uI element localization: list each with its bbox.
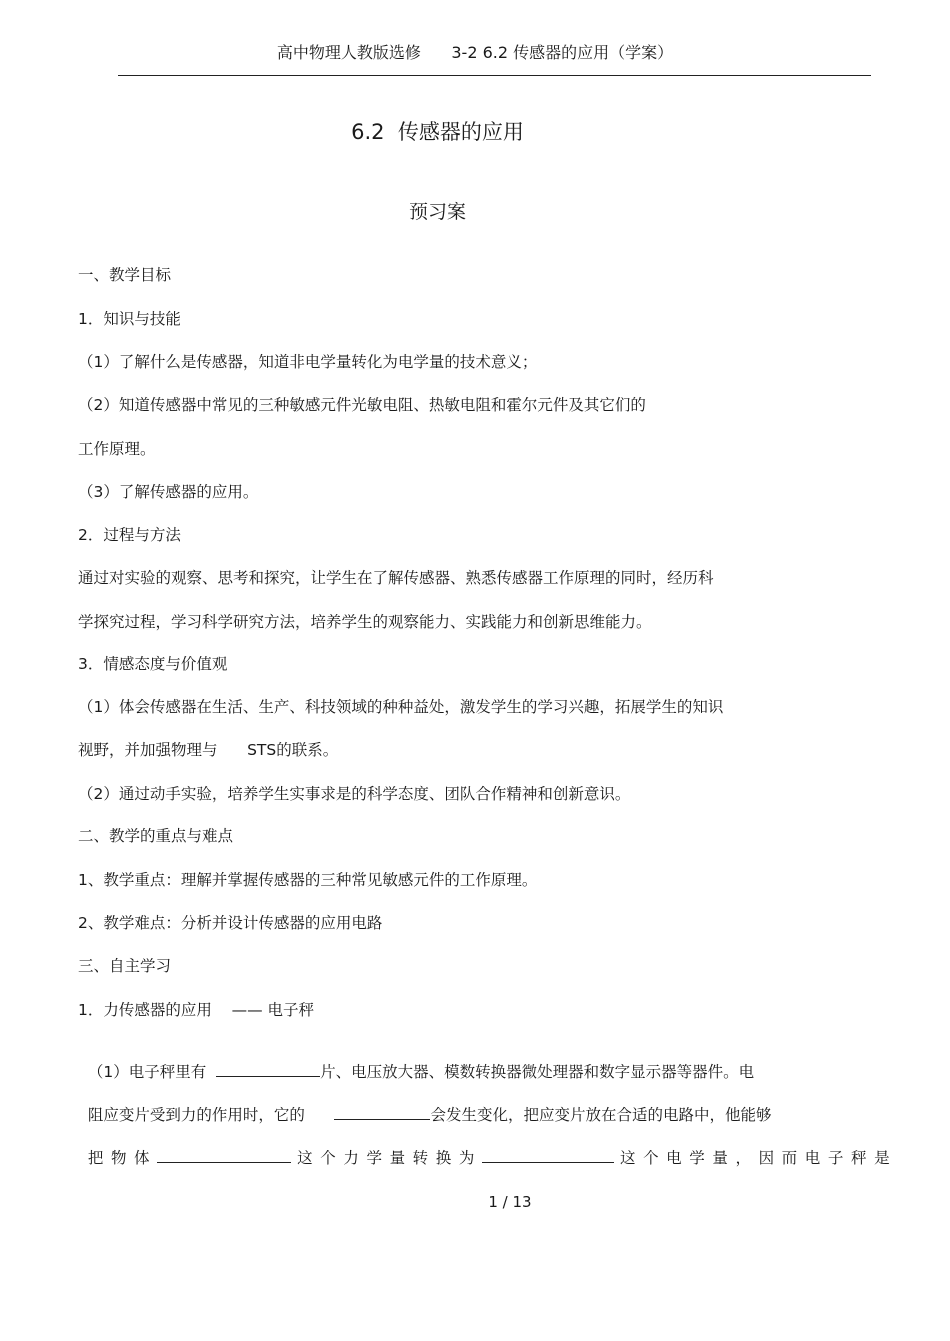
question-1-line-1 bbox=[78, 1042, 754, 1082]
header-rule bbox=[118, 75, 871, 76]
blank-property[interactable] bbox=[334, 1105, 430, 1120]
paragraph-knowledge-2a: （2）知道传感器中常见的三种敏感元件光敏电阻、热敏电阻和霍尔元件及其它们的 bbox=[78, 396, 646, 414]
question-1-title: 1．力传感器的应用 —— 电子秤 bbox=[78, 1001, 314, 1019]
blank-mechanical-quantity[interactable] bbox=[157, 1148, 291, 1163]
paragraph-knowledge-2b: 工作原理。 bbox=[78, 440, 156, 458]
paragraph-process-a: 通过对实验的观察、思考和探究，让学生在了解传感器、熟悉传感器工作原理的同时，经历科 bbox=[78, 569, 714, 587]
subheading-attitude-values: 3．情感态度与价值观 bbox=[78, 655, 228, 673]
paragraph-attitude-2: （2）通过动手实验，培养学生实事求是的科学态度、团队合作精神和创新意识。 bbox=[78, 785, 631, 803]
question-1-line-2 bbox=[78, 1085, 771, 1125]
heading-key-difficult-points: 二、教学的重点与难点 bbox=[78, 827, 234, 845]
paragraph-difficult-point: 2、教学难点：分析并设计传感器的应用电路 bbox=[78, 914, 383, 932]
question-1-line-1-start: （1）电子秤里有 bbox=[87, 1063, 217, 1081]
subheading-knowledge-skills: 1．知识与技能 bbox=[78, 310, 181, 328]
question-1-line-1-end: 片、电压放大器、模数转换器微处理器和数字显示器等器件。电 bbox=[320, 1063, 755, 1081]
heading-self-study: 三、自主学习 bbox=[78, 957, 172, 975]
question-1-line-2-end: 会发生变化，把应变片放在合适的电路中，他能够 bbox=[430, 1106, 772, 1124]
document-title: 6.2 传感器的应用 bbox=[351, 120, 524, 144]
question-1-line-3-middle: 这个力学量转换为 bbox=[297, 1149, 482, 1167]
blank-strain-gauge[interactable] bbox=[216, 1062, 320, 1077]
page-number: 1 / 13 bbox=[488, 1193, 532, 1211]
paragraph-attitude-1b: 视野，并加强物理与 STS的联系。 bbox=[78, 741, 339, 759]
paragraph-key-point: 1、教学重点：理解并掌握传感器的三种常见敏感元件的工作原理。 bbox=[78, 871, 538, 889]
blank-electrical-quantity[interactable] bbox=[482, 1148, 614, 1163]
subheading-process-methods: 2．过程与方法 bbox=[78, 526, 181, 544]
question-1-line-2-start: 阻应变片受到力的作用时，它的 bbox=[87, 1106, 335, 1124]
paragraph-knowledge-1: （1）了解什么是传感器，知道非电学量转化为电学量的技术意义； bbox=[78, 353, 538, 371]
paragraph-knowledge-3: （3）了解传感器的应用。 bbox=[78, 483, 259, 501]
page-header: 高中物理人教版选修 3-2 6.2 传感器的应用（学案） bbox=[276, 43, 674, 62]
heading-teaching-goals: 一、教学目标 bbox=[78, 266, 172, 284]
section-title: 预习案 bbox=[408, 201, 466, 223]
question-1-line-3-start: 把物体 bbox=[87, 1149, 158, 1167]
paragraph-process-b: 学探究过程，学习科学研究方法，培养学生的观察能力、实践能力和创新思维能力。 bbox=[78, 613, 652, 631]
paragraph-attitude-1a: （1）体会传感器在生活、生产、科技领域的种种益处，激发学生的学习兴趣，拓展学生的知识 bbox=[78, 698, 724, 716]
question-1-line-3-end: 这个电学量，因而电子秤是 bbox=[619, 1149, 898, 1167]
question-1-line-3 bbox=[78, 1128, 897, 1168]
